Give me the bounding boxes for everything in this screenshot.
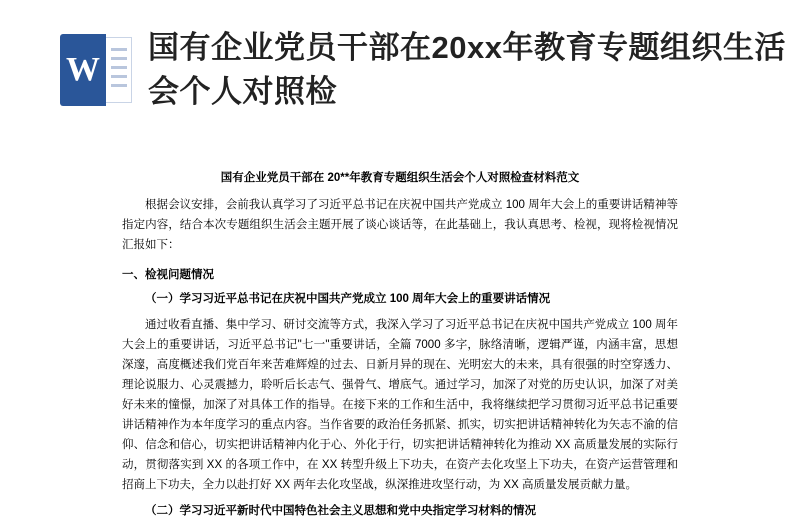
subsection-heading-1-1: （一）学习习近平总书记在庆祝中国共产党成立 100 周年大会上的重要讲话情况 bbox=[145, 293, 551, 305]
paragraph-intro: 根据会议安排，会前我认真学习了习近平总书记在庆祝中国共产党成立 100 周年大会上的重要讲话精神等指定内容，结合本次专题组织生活会主题开展了谈心谈话等，在此基础上，我认真思考、检视，现将检视情况汇报如下： bbox=[122, 199, 678, 251]
word-icon-line bbox=[111, 84, 127, 87]
word-icon-line bbox=[111, 57, 127, 60]
page-title: 国有企业党员干部在20xx年教育专题组织生活会个人对照检 bbox=[148, 30, 786, 109]
paragraph-body-1: 通过收看直播、集中学习、研讨交流等方式，我深入学习了习近平总书记在庆祝中国共产党成立 100 周年大会上的重要讲话，习近平总书记"七一"重要讲话，全篇 7000 多字，脉络清晰，逻辑严谨，内涵丰富，思想深邃，高度概述我们党百年来苦难辉煌的过去、日新月异的现在、光明宏大的未来，具有很强的时空穿透力、理论说服力、心灵震撼力，聆听后长志气、强骨气、增底气。通过学习，加深了对党的历史认识，加深了对美好未来的憧憬，加深了对具体工作的指导。在接下来的工作和生活中，我将继续把学习贯彻习近平总书记重要讲话精神作为本年度学习的重点内容。当作省要的政治任务抓紧、抓实，切实把讲话精神转化为矢志不渝的信仰、信念和信心，切实把讲话精神内化于心、外化于行，切实把讲话精神转化为推动 XX 高质量发展的实际行动，贯彻落实到 XX 的各项工作中，在 XX 转型升级上下功夫，在资产去化攻坚上下功夫，在资产运营管理和招商上下功夫，全力以赴打好 XX 两年去化攻坚战，纵深推进攻坚行动，为 XX 高质量发展贡献力量。 bbox=[122, 319, 678, 491]
word-icon-letter: W bbox=[66, 51, 100, 88]
word-icon-line bbox=[111, 75, 127, 78]
word-icon-line bbox=[111, 48, 127, 51]
document-header bbox=[0, 0, 800, 128]
word-icon-line bbox=[111, 66, 127, 69]
section-heading-1: 一、检视问题情况 bbox=[122, 269, 214, 281]
document-body-sheet bbox=[100, 128, 700, 526]
subsection-heading-1-2: （二）学习习近平新时代中国特色社会主义思想和党中央指定学习材料的情况 bbox=[145, 505, 536, 517]
document-content bbox=[100, 128, 700, 521]
word-icon-page bbox=[106, 37, 132, 103]
document-heading: 国有企业党员干部在 20**年教育专题组织生活会个人对照检查材料范文 bbox=[220, 172, 580, 184]
word-document-icon bbox=[60, 34, 132, 106]
